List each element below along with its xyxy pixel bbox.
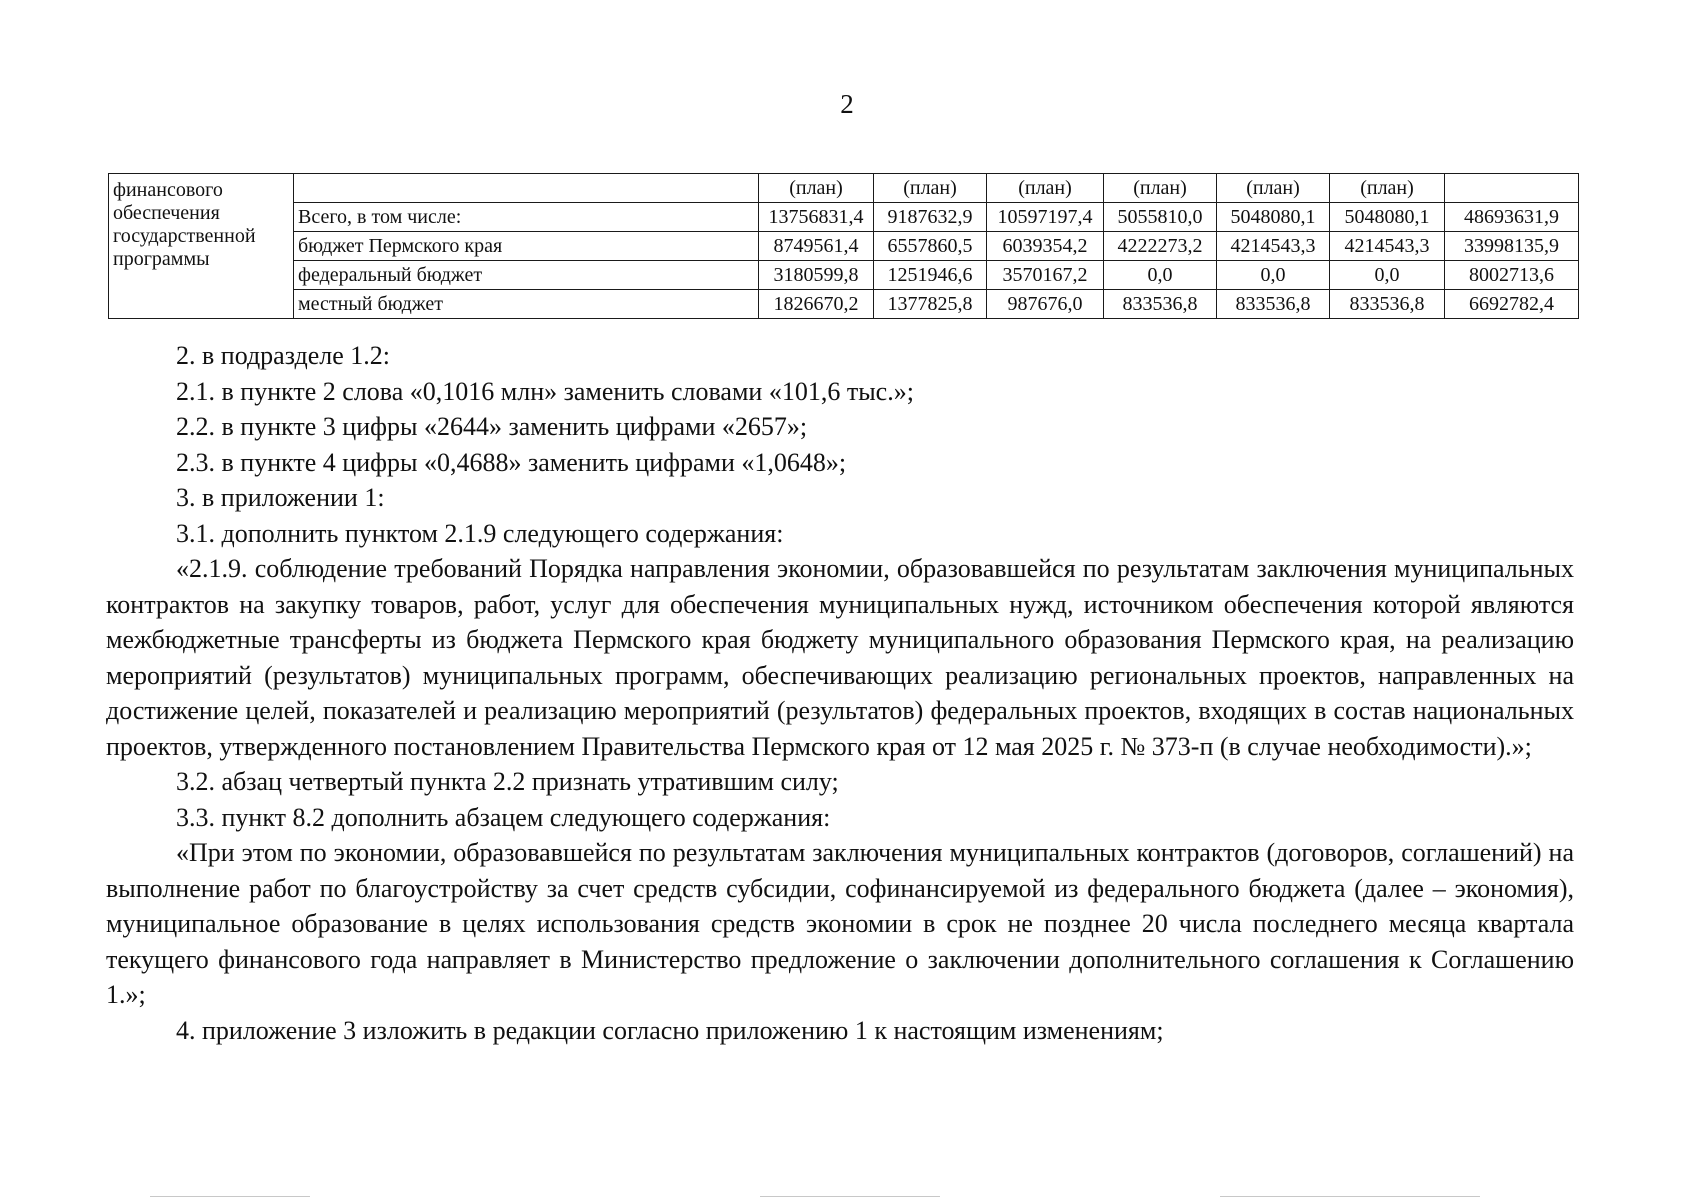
table-cell: 6557860,5 (874, 232, 987, 261)
paragraph: 3.1. дополнить пунктом 2.1.9 следующего содержания: (176, 518, 784, 548)
table-cell-total: 6692782,4 (1445, 290, 1579, 319)
financing-table (108, 173, 1579, 319)
table-cell: 0,0 (1217, 261, 1330, 290)
row-name: бюджет Пермского края (294, 232, 759, 261)
scan-artifact-line (150, 1196, 310, 1197)
plan-label: (план) (874, 174, 987, 203)
row-group-label: финансового обеспечения государственной программы (109, 174, 294, 319)
table-cell: 6039354,2 (987, 232, 1104, 261)
paragraph: «2.1.9. соблюдение требований Порядка направления экономии, образовавшейся по результатам заключения муниципальных контрактов на закупку товаров, работ, услуг для обеспечения муниципальных нужд, источником обеспечения которой являются межбюджетные трансферты из бюджета Пермского края бюджету муниципального образования Пермского края, на реализацию мероприятий (результатов) муниципальных программ, обеспечивающих реализацию региональных проектов, направленных на достижение целей, показателей и реализацию мероприятий (результатов) федеральных проектов, входящих в состав национальных проектов, утвержденного постановлением Правительства Пермского края от 12 мая 2025 г. № 373-п (в случае необходимости).»; (106, 554, 1574, 761)
paragraph: «При этом по экономии, образовавшейся по результатам заключения муниципальных контрактов (договоров, соглашений) на выполнение работ по благоустройству за счет средств субсидии, софинансируемой из федерального бюджета (далее – экономия), муниципальное образование в целях использования средств экономии в срок не позднее 20 числа последнего месяца квартала текущего финансового года направляет в Министерство предложение о заключении дополнительного соглашения к Соглашению 1.»; (106, 838, 1574, 1009)
page-number: 2 (840, 89, 854, 119)
table-cell: 1377825,8 (874, 290, 987, 319)
paragraph: 2.2. в пункте 3 цифры «2644» заменить цифрами «2657»; (176, 412, 808, 441)
table-row (109, 203, 1579, 232)
scan-artifact-line (1220, 1196, 1480, 1197)
paragraph: 2. в подразделе 1.2: (176, 341, 391, 370)
table-cell: 987676,0 (987, 290, 1104, 319)
table-cell: 13756831,4 (759, 203, 874, 232)
plan-label: (план) (1330, 174, 1445, 203)
table-cell: 833536,8 (1217, 290, 1330, 319)
table-cell: 1251946,6 (874, 261, 987, 290)
table-cell: 5055810,0 (1104, 203, 1217, 232)
paragraph: 3. в приложении 1: (176, 483, 385, 512)
table-cell-total: 48693631,9 (1445, 203, 1579, 232)
table-row (109, 232, 1579, 261)
table-cell: 8749561,4 (759, 232, 874, 261)
table-cell: 0,0 (1104, 261, 1217, 290)
paragraph: 2.3. в пункте 4 цифры «0,4688» заменить цифрами «1,0648»; (176, 447, 847, 477)
table-cell: 5048080,1 (1217, 203, 1330, 232)
table-cell: 1826670,2 (759, 290, 874, 319)
table-cell: 10597197,4 (987, 203, 1104, 232)
table-cell: 9187632,9 (874, 203, 987, 232)
table-cell: 4214543,3 (1217, 232, 1330, 261)
document-body (106, 338, 1574, 1048)
row-name: Всего, в том числе: (294, 203, 759, 232)
table-cell: 5048080,1 (1330, 203, 1445, 232)
table-cell: 0,0 (1330, 261, 1445, 290)
table-header-row (109, 174, 1579, 203)
table-cell: 3180599,8 (759, 261, 874, 290)
table-cell: 4214543,3 (1330, 232, 1445, 261)
table-cell-empty (1445, 174, 1579, 203)
scan-artifact-line (760, 1196, 940, 1197)
row-name: местный бюджет (294, 290, 759, 319)
row-name: федеральный бюджет (294, 261, 759, 290)
table-row (109, 261, 1579, 290)
plan-label: (план) (987, 174, 1104, 203)
table-cell: 3570167,2 (987, 261, 1104, 290)
paragraph: 3.2. абзац четвертый пункта 2.2 признать утратившим силу; (176, 767, 839, 796)
paragraph: 3.3. пункт 8.2 дополнить абзацем следующего содержания: (176, 802, 831, 832)
plan-label: (план) (759, 174, 874, 203)
table-cell: 833536,8 (1104, 290, 1217, 319)
paragraph: 2.1. в пункте 2 слова «0,1016 млн» заменить словами «101,6 тыс.»; (176, 376, 914, 406)
table-cell: 4222273,2 (1104, 232, 1217, 261)
table-row (109, 290, 1579, 319)
paragraph: 4. приложение 3 изложить в редакции согласно приложению 1 к настоящим изменениям; (176, 1015, 1164, 1045)
table-cell: 833536,8 (1330, 290, 1445, 319)
table-cell-total: 33998135,9 (1445, 232, 1579, 261)
table-cell-empty (294, 174, 759, 203)
table-cell-total: 8002713,6 (1445, 261, 1579, 290)
plan-label: (план) (1217, 174, 1330, 203)
plan-label: (план) (1104, 174, 1217, 203)
